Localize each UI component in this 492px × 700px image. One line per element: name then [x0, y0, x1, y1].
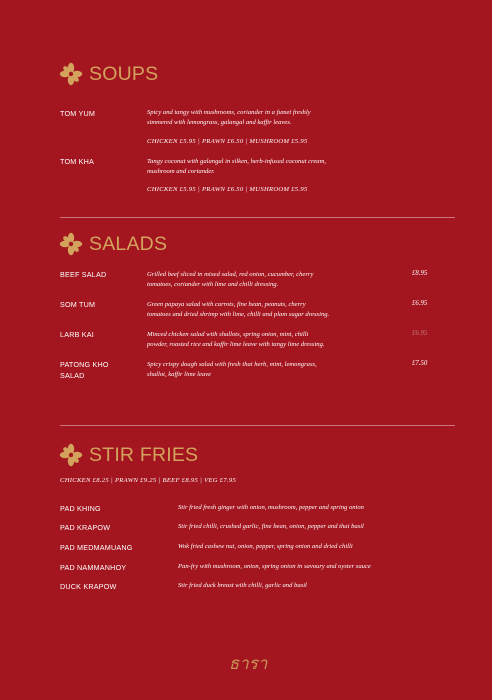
restaurant-logo: ธารา [228, 654, 268, 674]
menu-item-prices: CHICKEN £5.95 | PRAWN £6.50 | MUSHROOM £5.95 [147, 186, 308, 193]
section-divider [60, 217, 455, 218]
salads-title: SALADS [89, 232, 168, 255]
menu-item-name: PAD KRAPOW [60, 523, 111, 532]
menu-item-description: mushroom and coriander. [147, 168, 215, 175]
menu-item-name: SOM TUM [60, 300, 96, 309]
menu-item-name: TOM KHA [60, 157, 95, 166]
stir-fries-title: STIR FRIES [89, 443, 199, 466]
menu-item-price: £7.50 [412, 360, 428, 367]
menu-item-description: simmered with lemongrass, galangal and kaffir leaves. [147, 119, 292, 126]
menu-item-name: PATONG KHO [60, 360, 109, 369]
menu-item-name: BEEF SALAD [60, 270, 107, 279]
menu-item-name: PAD KHING [60, 504, 101, 513]
menu-item-name: PAD NAMMANHOY [60, 563, 127, 572]
menu-item-description: Grilled beef sliced in mixed salad, red onion, cucumber, cherry [147, 271, 314, 278]
menu-item-description: Stir fried chilli, crushed garlic, fine bean, onion, pepper and thai basil [178, 523, 364, 530]
orchid-flower-icon [59, 232, 83, 256]
menu-item-description: Spicy and tangy with mushrooms, coriander in a fumet freshly [147, 109, 311, 116]
menu-item-price: £6.95 [412, 330, 428, 337]
menu-item-price: £6.95 [412, 300, 428, 307]
menu-item-price: £8.95 [412, 270, 428, 277]
orchid-flower-icon [59, 443, 83, 467]
orchid-flower-icon [59, 62, 83, 86]
soups-header [59, 62, 158, 86]
salads-header [59, 232, 167, 256]
menu-item-description: Tangy coconut with galangal in silken, herb-infused coconut cream, [147, 158, 326, 165]
menu-item-name: DUCK KRAPOW [60, 582, 117, 591]
stir-fries-header [59, 443, 198, 467]
menu-item-name: PAD MEDMAMUANG [60, 543, 133, 552]
menu-item-prices: CHICKEN £5.95 | PRAWN £6.50 | MUSHROOM £5.95 [147, 138, 308, 145]
menu-item-description: Pan-fry with mushroom, onion, spring onion in savoury and oyster sauce [178, 563, 371, 570]
menu-item-description: Stir fried duck breast with chilli, garlic and basil [178, 582, 307, 589]
soups-title: SOUPS [89, 62, 159, 85]
menu-item-description: Minced chicken salad with shallots, spring onion, mint, chilli [147, 331, 309, 338]
menu-item-description: Green papaya salad with carrots, fine bean, peanuts, cherry [147, 301, 306, 308]
menu-item-description: tomatoes and dried shrimp with lime, chilli and plam sugar dressing. [147, 311, 330, 318]
menu-item-description: Stir fried fresh ginger with onion, mushroom, pepper and spring onion [178, 504, 364, 511]
menu-item-name: TOM YUM [60, 109, 96, 118]
menu-item-description: shallot, kaffir lime leave [147, 371, 212, 378]
section-divider [60, 425, 455, 426]
menu-item-description: powder, roasted rice and kaffir lime leave with tangy lime dressing. [147, 341, 325, 348]
stir-fries-prices: CHICKEN £8.25 | PRAWN £9.25 | BEEF £8.95 | VEG £7.95 [60, 477, 237, 484]
menu-item-description: Wok fried cashew nut, onion, pepper, spring onion and dried chilli [178, 543, 353, 550]
menu-item-name: SALAD [60, 371, 85, 380]
menu-item-description: tomatoes, coriander with lime and chilli dressing. [147, 281, 279, 288]
menu-item-name: LARB KAI [60, 330, 94, 339]
menu-item-description: Spicy crispy dough salad with fresh thai herb, mint, lemongrass, [147, 361, 317, 368]
